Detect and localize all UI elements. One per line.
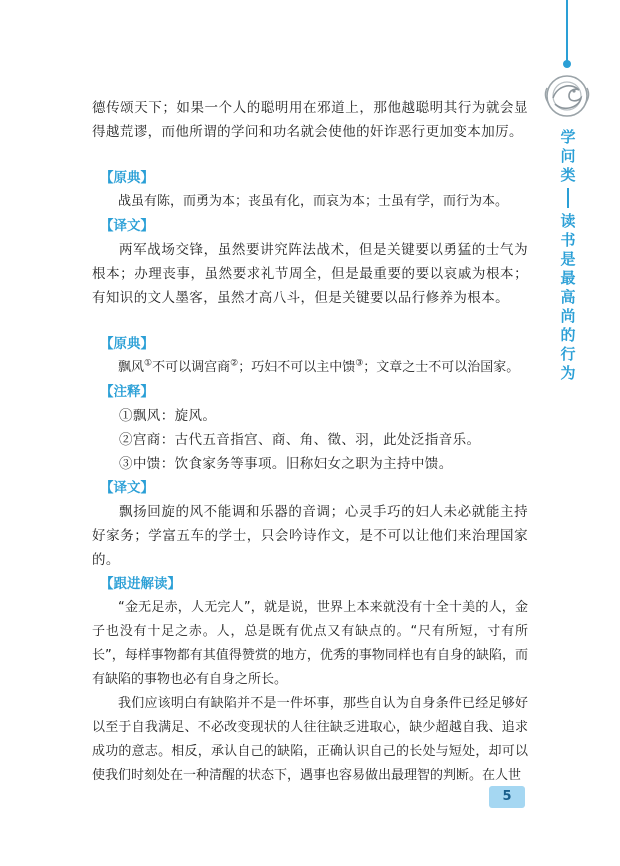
section-gap [92, 144, 528, 166]
translation-text: 飘扬回旋的风不能调和乐器的音调；心灵手巧的妇人未必就能主持好家务；学富五车的学士，只会吟诗作文，是不可以让他们来治理国家的。 [92, 504, 528, 568]
reading-heading: 【跟进解读】 [100, 576, 181, 592]
source-text [92, 356, 528, 380]
sidebar-char: 读 [560, 212, 576, 230]
intro-paragraph: 德传颂天下；如果一个人的聪明用在邪道上，那他越聪明其行为就会显得越荒谬，而他所谓的学问和功名就会使他的奸诈恶行更加变本加厉。 [92, 100, 528, 140]
note-item: ②宫商：古代五音指宫、商、角、徵、羽，此处泛指音乐。 [119, 432, 481, 448]
footnote-mark: ① [144, 358, 153, 369]
sidebar-char: 最 [560, 269, 576, 287]
translation-heading: 【译文】 [100, 480, 154, 496]
section-gap [92, 310, 528, 332]
sidebar-line [566, 0, 568, 62]
translation-text: 两军战场交锋，虽然要讲究阵法战术，但是关键要以勇猛的士气为根本；办理丧事，虽然要求礼节周全，但是最重要的要以哀戚为根本；有知识的文人墨客，虽然才高八斗，但是关键要以品行修养为根本。 [92, 242, 528, 306]
reading-paragraph: “金无足赤，人无完人”，就是说，世界上本来就没有十全十美的人，金子也没有十足之赤。人，总是既有优点又有缺点的。“尺有所短，寸有所长”，每样事物都有其值得赞赏的地方，优秀的事物同样也有自身的缺陷，而有缺陷的事物也必有自身之所长。 [92, 600, 528, 687]
sidebar-char: 书 [560, 231, 576, 249]
source-fragment: 飘风 [118, 360, 145, 375]
sidebar-dash [567, 188, 569, 208]
dragon-roundel-icon [541, 68, 593, 124]
sidebar-char: 是 [560, 250, 576, 268]
source-text: 战虽有陈，而勇为本；丧虽有化，而哀为本；士虽有学，而行为本。 [118, 194, 509, 209]
source-heading: 【原典】 [100, 336, 154, 352]
source-fragment: ；文章之士不可以治国家。 [363, 360, 520, 375]
source-fragment: 不可以调宫商 [152, 360, 231, 375]
translation-heading: 【译文】 [100, 218, 154, 234]
notes-heading: 【注释】 [100, 384, 154, 400]
page-number: 5 [489, 786, 525, 808]
source-heading: 【原典】 [100, 170, 154, 186]
note-item: ①飘风：旋风。 [119, 408, 217, 424]
sidebar-char: 问 [560, 147, 576, 165]
sidebar-char: 的 [560, 326, 576, 344]
sidebar-char: 为 [560, 364, 576, 382]
sidebar-dot [563, 60, 571, 68]
sidebar-char: 尚 [560, 307, 576, 325]
sidebar-char: 行 [560, 345, 576, 363]
sidebar-section-title [557, 128, 579, 383]
source-fragment: ；巧妇不可以主中馈 [238, 360, 356, 375]
sidebar-char: 学 [560, 128, 576, 146]
reading-paragraph: 我们应该明白有缺陷并不是一件坏事，那些自认为自身条件已经足够好以至于自我满足、不必改变现状的人往往缺乏进取心，缺少超越自我、追求成功的意志。相反，承认自己的缺陷，正确认识自己的长处与短处，却可以使我们时刻处在一种清醒的状态下，遇事也容易做出最理智的判断。在人世 [92, 696, 528, 783]
sidebar-char: 高 [560, 288, 576, 306]
note-item: ③中馈：饮食家务等事项。旧称妇女之职为主持中馈。 [119, 456, 453, 472]
footnote-mark: ② [230, 358, 239, 369]
sidebar-char: 类 [560, 166, 576, 184]
footnote-mark: ③ [355, 358, 364, 369]
page-body [92, 96, 528, 788]
